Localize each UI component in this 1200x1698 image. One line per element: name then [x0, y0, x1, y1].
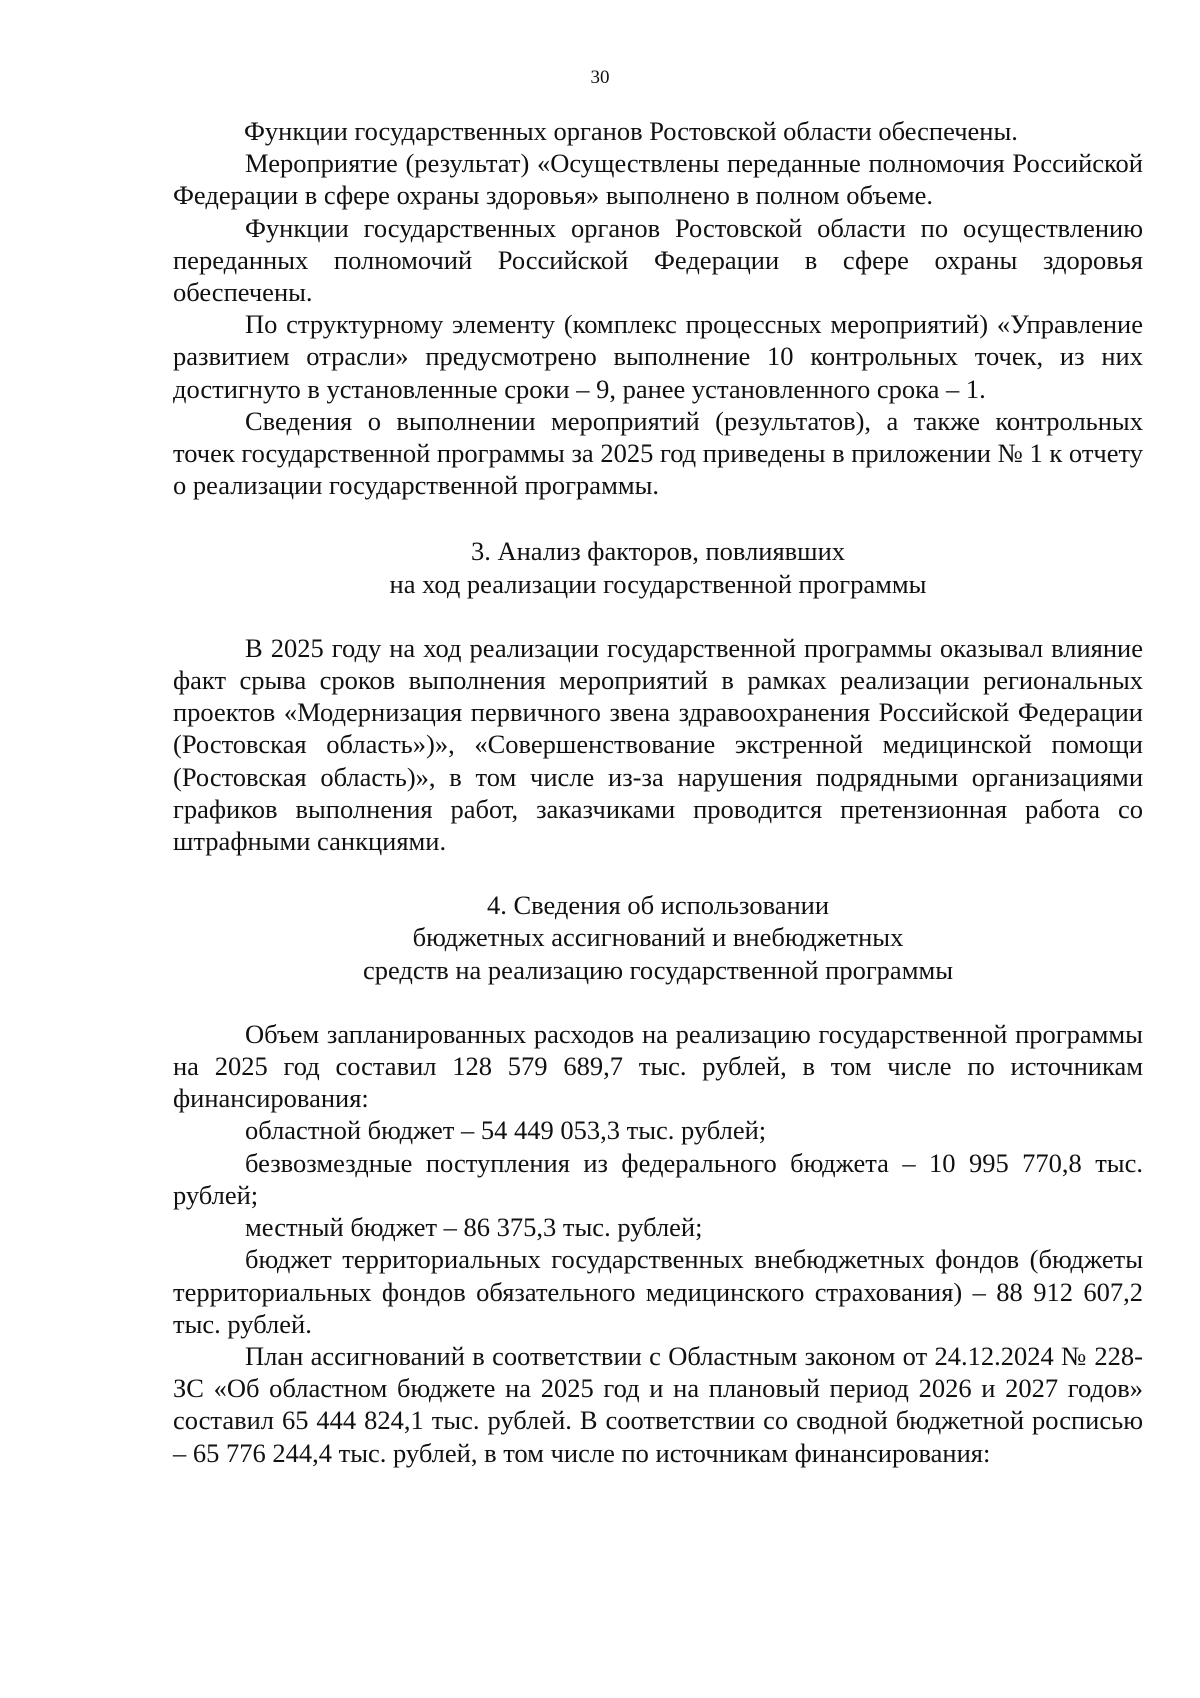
paragraph-appendix-reference: Сведения о выполнении мероприятий (результатов), а также контрольных точек государственной программы за 2025 год приведены в приложении № 1 к отчету о реализации государственной программы. [173, 405, 1143, 501]
page-content [173, 115, 1143, 1469]
section-3-heading-line-1: 3. Анализ факторов, повлиявших [470, 536, 846, 567]
section-3-text: В 2025 году на ход реализации государственной программы оказывал влияние факт срыва сроков выполнения мероприятий в рамках реализации региональных проектов «Модернизация первичного звена здравоохранения Российской Федерации (Ростовская область»)», «Совершенствование экстренной медицинской помощи (Ростовская область)», в том числе из-за нарушения подрядными организациями графиков выполнения работ, заказчиками проводится претензионная работа со штрафными санкциями. [173, 632, 1143, 857]
page-number: 30 [590, 67, 610, 88]
section-3-heading [173, 535, 1143, 599]
paragraph-delegated-powers: Мероприятие (результат) «Осуществлены переданные полномочия Российской Федерации в сфере охраны здоровья» выполнено в полном объеме. [173, 148, 1143, 211]
paragraph-planned-expenses: Объем запланированных расходов на реализацию государственной программы на 2025 год составил 128 579 689,7 тыс. рублей, в том числе по источникам финансирования: [173, 1018, 1143, 1114]
paragraph-functions-delegated: Функции государственных органов Ростовской области по осуществлению переданных полномочий Российской Федерации в сфере охраны здоровья обеспечены. [173, 212, 1143, 308]
item-extrabudgetary-funds: бюджет территориальных государственных внебюджетных фондов (бюджеты территориальных фондов обязательного медицинского страхования) – 88 912 607,2 тыс. рублей. [173, 1244, 1143, 1339]
section-4-heading-line-3: средств на реализацию государственной программы [362, 954, 954, 985]
item-local-budget: местный бюджет – 86 375,3 тыс. рублей; [245, 1212, 703, 1243]
paragraph-control-points: По структурному элементу (комплекс процессных мероприятий) «Управление развитием отрасли» предусмотрено выполнение 10 контрольных точек, из них достигнуто в установленные сроки – 9, ранее установленного срока – 1. [173, 309, 1143, 404]
item-regional-budget: областной бюджет – 54 449 053,3 тыс. рублей; [245, 1115, 767, 1146]
paragraph-functions-provided: Функции государственных органов Ростовской области обеспечены. [244, 116, 1018, 146]
section-4-heading-line-1: 4. Сведения об использовании [486, 890, 830, 921]
section-4-heading [173, 889, 1143, 986]
section-3-heading-line-2: на ход реализации государственной программы [389, 568, 927, 599]
paragraph-allocation-plan: План ассигнований в соответствии с Областным законом от 24.12.2024 № 228-ЗС «Об областном бюджете на 2025 год и на плановый период 2026 и 2027 годов» составил 65 444 824,1 тыс. рублей. В соответствии со сводной бюджетной росписью – 65 776 244,4 тыс. рублей, в том числе по источникам финансирования: [173, 1340, 1143, 1468]
section-4-heading-line-2: бюджетных ассигнований и внебюджетных [412, 922, 904, 953]
item-federal-transfers: безвозмездные поступления из федерального бюджета – 10 995 770,8 тыс. рублей; [173, 1147, 1143, 1210]
